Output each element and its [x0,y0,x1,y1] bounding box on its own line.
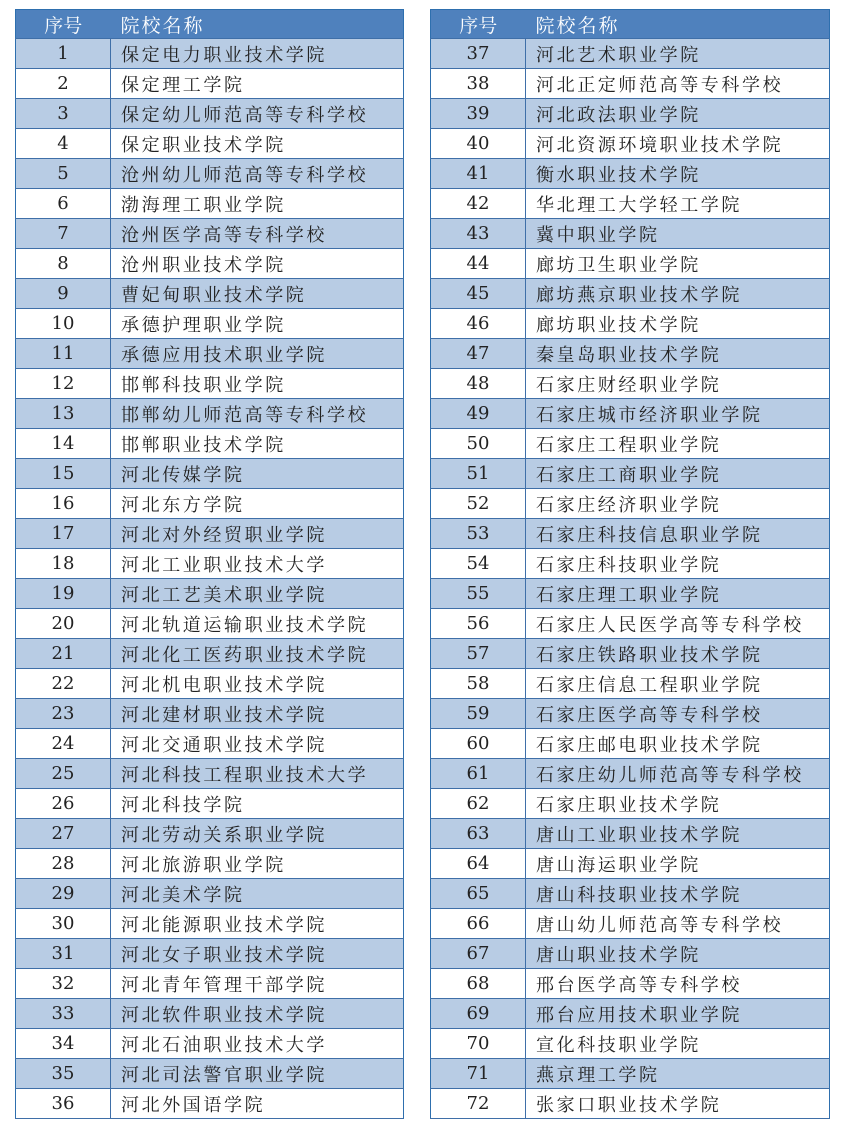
school-name: 渤海理工职业学院 [111,189,404,219]
school-name: 河北资源环境职业技术学院 [526,129,830,159]
row-number: 5 [16,159,111,189]
table-row [431,489,830,519]
school-name: 保定幼儿师范高等专科学校 [111,99,404,129]
school-name: 承德护理职业学院 [111,309,404,339]
table-row [16,699,404,729]
table-row [16,69,404,99]
school-name: 河北科技学院 [111,789,404,819]
row-number: 27 [16,819,111,849]
school-name: 河北青年管理干部学院 [111,969,404,999]
school-name: 唐山职业技术学院 [526,939,830,969]
row-number: 67 [431,939,526,969]
school-name: 河北东方学院 [111,489,404,519]
table-row [16,849,404,879]
school-name: 保定理工学院 [111,69,404,99]
table-row [16,759,404,789]
row-number: 16 [16,489,111,519]
row-number: 4 [16,129,111,159]
row-number: 25 [16,759,111,789]
row-number: 26 [16,789,111,819]
row-number: 54 [431,549,526,579]
table-row [16,219,404,249]
school-name: 河北劳动关系职业学院 [111,819,404,849]
row-number: 46 [431,309,526,339]
school-name: 石家庄科技职业学院 [526,549,830,579]
school-name: 河北软件职业技术学院 [111,999,404,1029]
school-name: 河北机电职业技术学院 [111,669,404,699]
table-row [16,669,404,699]
table-row [431,849,830,879]
school-name: 石家庄科技信息职业学院 [526,519,830,549]
school-name: 河北政法职业学院 [526,99,830,129]
school-name: 唐山科技职业技术学院 [526,879,830,909]
row-number: 44 [431,249,526,279]
table-row [431,519,830,549]
table-row [431,939,830,969]
school-name: 华北理工大学轻工学院 [526,189,830,219]
row-number: 70 [431,1029,526,1059]
school-name: 石家庄城市经济职业学院 [526,399,830,429]
table-row [16,609,404,639]
school-name: 河北能源职业技术学院 [111,909,404,939]
table-row [16,99,404,129]
row-number: 69 [431,999,526,1029]
table-row [431,309,830,339]
row-number: 34 [16,1029,111,1059]
school-name: 唐山工业职业技术学院 [526,819,830,849]
row-number: 39 [431,99,526,129]
table-row [431,249,830,279]
school-name: 河北外国语学院 [111,1089,404,1119]
table-row [16,939,404,969]
table-row [16,1089,404,1119]
table-row [431,999,830,1029]
table-row [16,1029,404,1059]
table-row [16,39,404,69]
table-row [431,729,830,759]
table-body-left [16,39,404,1119]
school-name: 河北化工医药职业技术学院 [111,639,404,669]
school-name: 河北艺术职业学院 [526,39,830,69]
table-row [431,669,830,699]
school-name: 燕京理工学院 [526,1059,830,1089]
row-number: 29 [16,879,111,909]
table-row [431,129,830,159]
table-row [431,609,830,639]
row-number: 56 [431,609,526,639]
school-name: 河北美术学院 [111,879,404,909]
school-name: 石家庄工程职业学院 [526,429,830,459]
row-number: 45 [431,279,526,309]
row-number: 66 [431,909,526,939]
school-name: 唐山幼儿师范高等专科学校 [526,909,830,939]
row-number: 64 [431,849,526,879]
table-body-right [431,39,830,1119]
row-number: 2 [16,69,111,99]
column-header-name: 院校名称 [526,10,830,39]
table-row [431,99,830,129]
row-number: 23 [16,699,111,729]
row-number: 63 [431,819,526,849]
row-number: 3 [16,99,111,129]
school-name: 河北科技工程职业技术大学 [111,759,404,789]
table-row [431,1029,830,1059]
row-number: 10 [16,309,111,339]
row-number: 28 [16,849,111,879]
table-row [431,219,830,249]
row-number: 41 [431,159,526,189]
table-row [431,429,830,459]
school-name: 石家庄工商职业学院 [526,459,830,489]
row-number: 59 [431,699,526,729]
school-name: 宣化科技职业学院 [526,1029,830,1059]
school-name: 廊坊职业技术学院 [526,309,830,339]
table-row [16,639,404,669]
row-number: 42 [431,189,526,219]
row-number: 37 [431,39,526,69]
table-row [431,879,830,909]
table-row [431,579,830,609]
row-number: 48 [431,369,526,399]
school-table-left [15,9,404,1119]
table-row [16,159,404,189]
table-row [16,339,404,369]
table-row [16,1059,404,1089]
school-name: 保定职业技术学院 [111,129,404,159]
table-row [431,189,830,219]
school-name: 石家庄邮电职业技术学院 [526,729,830,759]
table-row [431,279,830,309]
row-number: 19 [16,579,111,609]
row-number: 24 [16,729,111,759]
table-row [16,279,404,309]
row-number: 49 [431,399,526,429]
table-row [16,879,404,909]
school-name: 石家庄职业技术学院 [526,789,830,819]
school-name: 河北对外经贸职业学院 [111,519,404,549]
table-row [16,129,404,159]
row-number: 20 [16,609,111,639]
row-number: 17 [16,519,111,549]
table-row [431,39,830,69]
school-name: 张家口职业技术学院 [526,1089,830,1119]
school-name: 冀中职业学院 [526,219,830,249]
table-row [16,309,404,339]
table-row [431,699,830,729]
table-row [16,429,404,459]
row-number: 31 [16,939,111,969]
school-name: 河北石油职业技术大学 [111,1029,404,1059]
school-name: 承德应用技术职业学院 [111,339,404,369]
school-table-right [430,9,830,1119]
school-name: 保定电力职业技术学院 [111,39,404,69]
school-name: 河北工艺美术职业学院 [111,579,404,609]
table-row [431,909,830,939]
table-row [16,579,404,609]
row-number: 12 [16,369,111,399]
header-row [431,10,830,39]
school-name: 石家庄理工职业学院 [526,579,830,609]
table-row [431,789,830,819]
school-name: 邢台医学高等专科学校 [526,969,830,999]
table-row [16,549,404,579]
school-name: 石家庄幼儿师范高等专科学校 [526,759,830,789]
school-name: 石家庄财经职业学院 [526,369,830,399]
row-number: 11 [16,339,111,369]
table-row [16,789,404,819]
row-number: 35 [16,1059,111,1089]
row-number: 32 [16,969,111,999]
school-name: 石家庄铁路职业技术学院 [526,639,830,669]
school-name: 河北女子职业技术学院 [111,939,404,969]
table-row [16,819,404,849]
row-number: 9 [16,279,111,309]
table-row [431,1059,830,1089]
school-name: 沧州幼儿师范高等专科学校 [111,159,404,189]
table-row [16,189,404,219]
school-name: 邯郸科技职业学院 [111,369,404,399]
school-name: 石家庄信息工程职业学院 [526,669,830,699]
school-name: 河北工业职业技术大学 [111,549,404,579]
table-row [16,729,404,759]
row-number: 36 [16,1089,111,1119]
table-row [16,909,404,939]
row-number: 53 [431,519,526,549]
school-name: 河北旅游职业学院 [111,849,404,879]
row-number: 65 [431,879,526,909]
school-name: 河北建材职业技术学院 [111,699,404,729]
school-name: 河北正定师范高等专科学校 [526,69,830,99]
row-number: 50 [431,429,526,459]
row-number: 21 [16,639,111,669]
school-name: 衡水职业技术学院 [526,159,830,189]
row-number: 72 [431,1089,526,1119]
row-number: 15 [16,459,111,489]
row-number: 8 [16,249,111,279]
school-name: 河北传媒学院 [111,459,404,489]
column-header-name: 院校名称 [111,10,404,39]
row-number: 71 [431,1059,526,1089]
school-name: 河北轨道运输职业技术学院 [111,609,404,639]
table-row [431,159,830,189]
table-row [16,969,404,999]
row-number: 14 [16,429,111,459]
row-number: 18 [16,549,111,579]
header-row [16,10,404,39]
table-row [16,249,404,279]
row-number: 30 [16,909,111,939]
row-number: 57 [431,639,526,669]
row-number: 13 [16,399,111,429]
school-name: 廊坊卫生职业学院 [526,249,830,279]
row-number: 60 [431,729,526,759]
row-number: 55 [431,579,526,609]
school-name: 邯郸职业技术学院 [111,429,404,459]
school-name: 石家庄经济职业学院 [526,489,830,519]
row-number: 6 [16,189,111,219]
table-row [16,399,404,429]
school-name: 邯郸幼儿师范高等专科学校 [111,399,404,429]
table-row [431,819,830,849]
table-row [431,759,830,789]
table-row [431,369,830,399]
school-name: 沧州职业技术学院 [111,249,404,279]
row-number: 38 [431,69,526,99]
row-number: 68 [431,969,526,999]
school-name: 河北司法警官职业学院 [111,1059,404,1089]
school-name: 秦皇岛职业技术学院 [526,339,830,369]
school-name: 唐山海运职业学院 [526,849,830,879]
table-row [16,489,404,519]
row-number: 33 [16,999,111,1029]
table-row [431,549,830,579]
row-number: 62 [431,789,526,819]
table-row [431,399,830,429]
row-number: 22 [16,669,111,699]
school-name: 邢台应用技术职业学院 [526,999,830,1029]
table-row [16,369,404,399]
row-number: 1 [16,39,111,69]
table-row [16,519,404,549]
school-name: 曹妃甸职业技术学院 [111,279,404,309]
school-name: 河北交通职业技术学院 [111,729,404,759]
school-name: 石家庄医学高等专科学校 [526,699,830,729]
row-number: 7 [16,219,111,249]
table-row [16,459,404,489]
row-number: 47 [431,339,526,369]
table-row [431,459,830,489]
school-name: 石家庄人民医学高等专科学校 [526,609,830,639]
table-row [431,969,830,999]
school-name: 沧州医学高等专科学校 [111,219,404,249]
column-header-number: 序号 [431,10,526,39]
row-number: 58 [431,669,526,699]
column-header-number: 序号 [16,10,111,39]
row-number: 52 [431,489,526,519]
school-name: 廊坊燕京职业技术学院 [526,279,830,309]
table-row [16,999,404,1029]
table-row [431,339,830,369]
row-number: 51 [431,459,526,489]
row-number: 61 [431,759,526,789]
row-number: 40 [431,129,526,159]
table-row [431,69,830,99]
table-row [431,639,830,669]
row-number: 43 [431,219,526,249]
table-row [431,1089,830,1119]
